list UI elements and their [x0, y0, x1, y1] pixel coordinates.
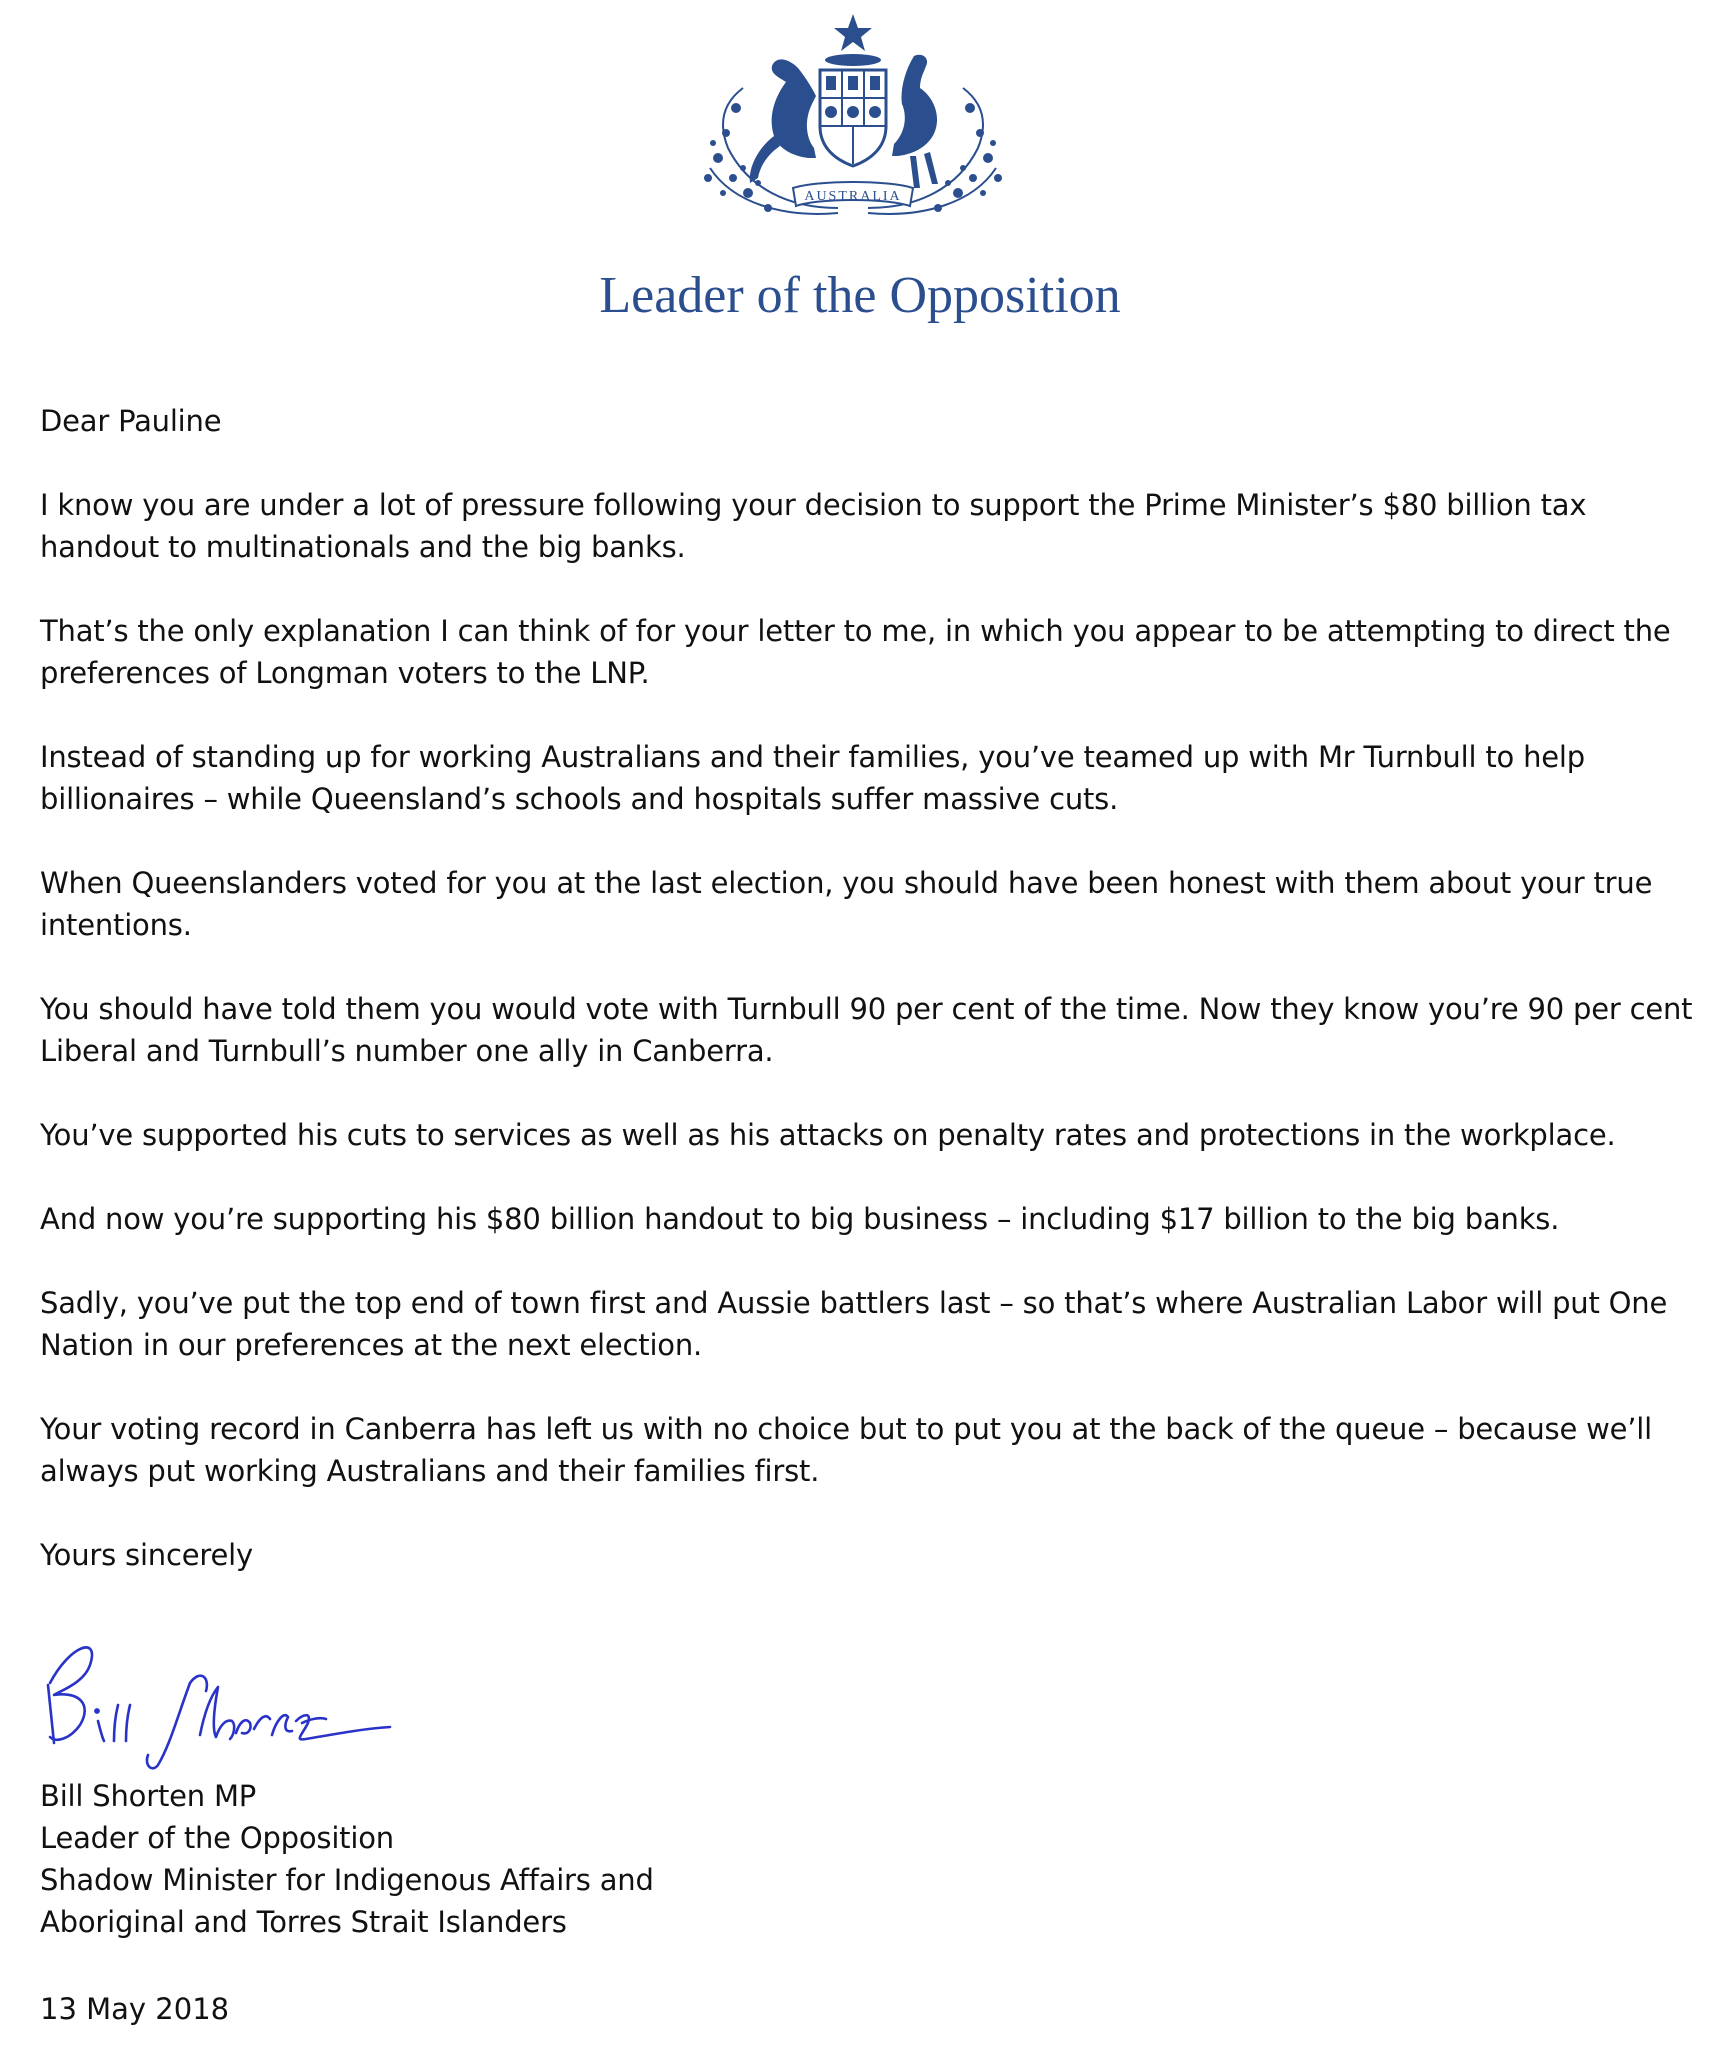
crest-scroll-text: AUSTRALIA	[804, 189, 902, 204]
letter-body	[40, 400, 1700, 1576]
letter-date: 13 May 2018	[40, 1992, 230, 2026]
paragraph: That’s the only explanation I can think of for your letter to me, in which you appear to be attempting to direct the preferences of Longman voters to the LNP.	[40, 614, 1671, 690]
paragraph: You should have told them you would vote with Turnbull 90 per cent of the time. Now they know you’re 90 per cent Liberal and Turnbull’s number one ally in Canberra.	[40, 992, 1693, 1068]
paragraph: Sadly, you’ve put the top end of town first and Aussie battlers last – so that’s where Australian Labor will put One Nation in our preferences at the next election.	[40, 1286, 1668, 1362]
salutation: Dear Pauline	[40, 404, 222, 438]
signatory-title: Shadow Minister for Indigenous Affairs and	[40, 1863, 654, 1897]
signatory-title: Aboriginal and Torres Strait Islanders	[40, 1905, 567, 1939]
paragraph: Instead of standing up for working Australians and their families, you’ve teamed up with Mr Turnbull to help billionaires – while Queensland’s schools and hospitals suffer massive cuts.	[40, 740, 1585, 816]
paragraph: You’ve supported his cuts to services as well as his attacks on penalty rates and protections in the workplace.	[40, 1118, 1616, 1152]
signatory-title: Leader of the Opposition	[40, 1821, 394, 1855]
signatory-name: Bill Shorten MP	[40, 1779, 257, 1813]
paragraph: I know you are under a lot of pressure following your decision to support the Prime Minister’s $80 billion tax handout to multinationals and the big banks.	[40, 488, 1587, 564]
office-title: Leader of the Opposition	[599, 267, 1121, 324]
closing: Yours sincerely	[40, 1538, 253, 1572]
paragraph: Your voting record in Canberra has left us with no choice but to put you at the back of the queue – because we’ll always put working Australians and their families first.	[40, 1412, 1653, 1488]
signoff-block	[40, 1775, 654, 1943]
paragraph: And now you’re supporting his $80 billion handout to big business – including $17 billion to the big banks.	[40, 1202, 1560, 1236]
paragraph: When Queenslanders voted for you at the last election, you should have been honest with them about your true intentions.	[40, 866, 1653, 942]
handwritten-signature	[40, 1625, 400, 1770]
coat-of-arms-emblem	[688, 8, 1018, 253]
